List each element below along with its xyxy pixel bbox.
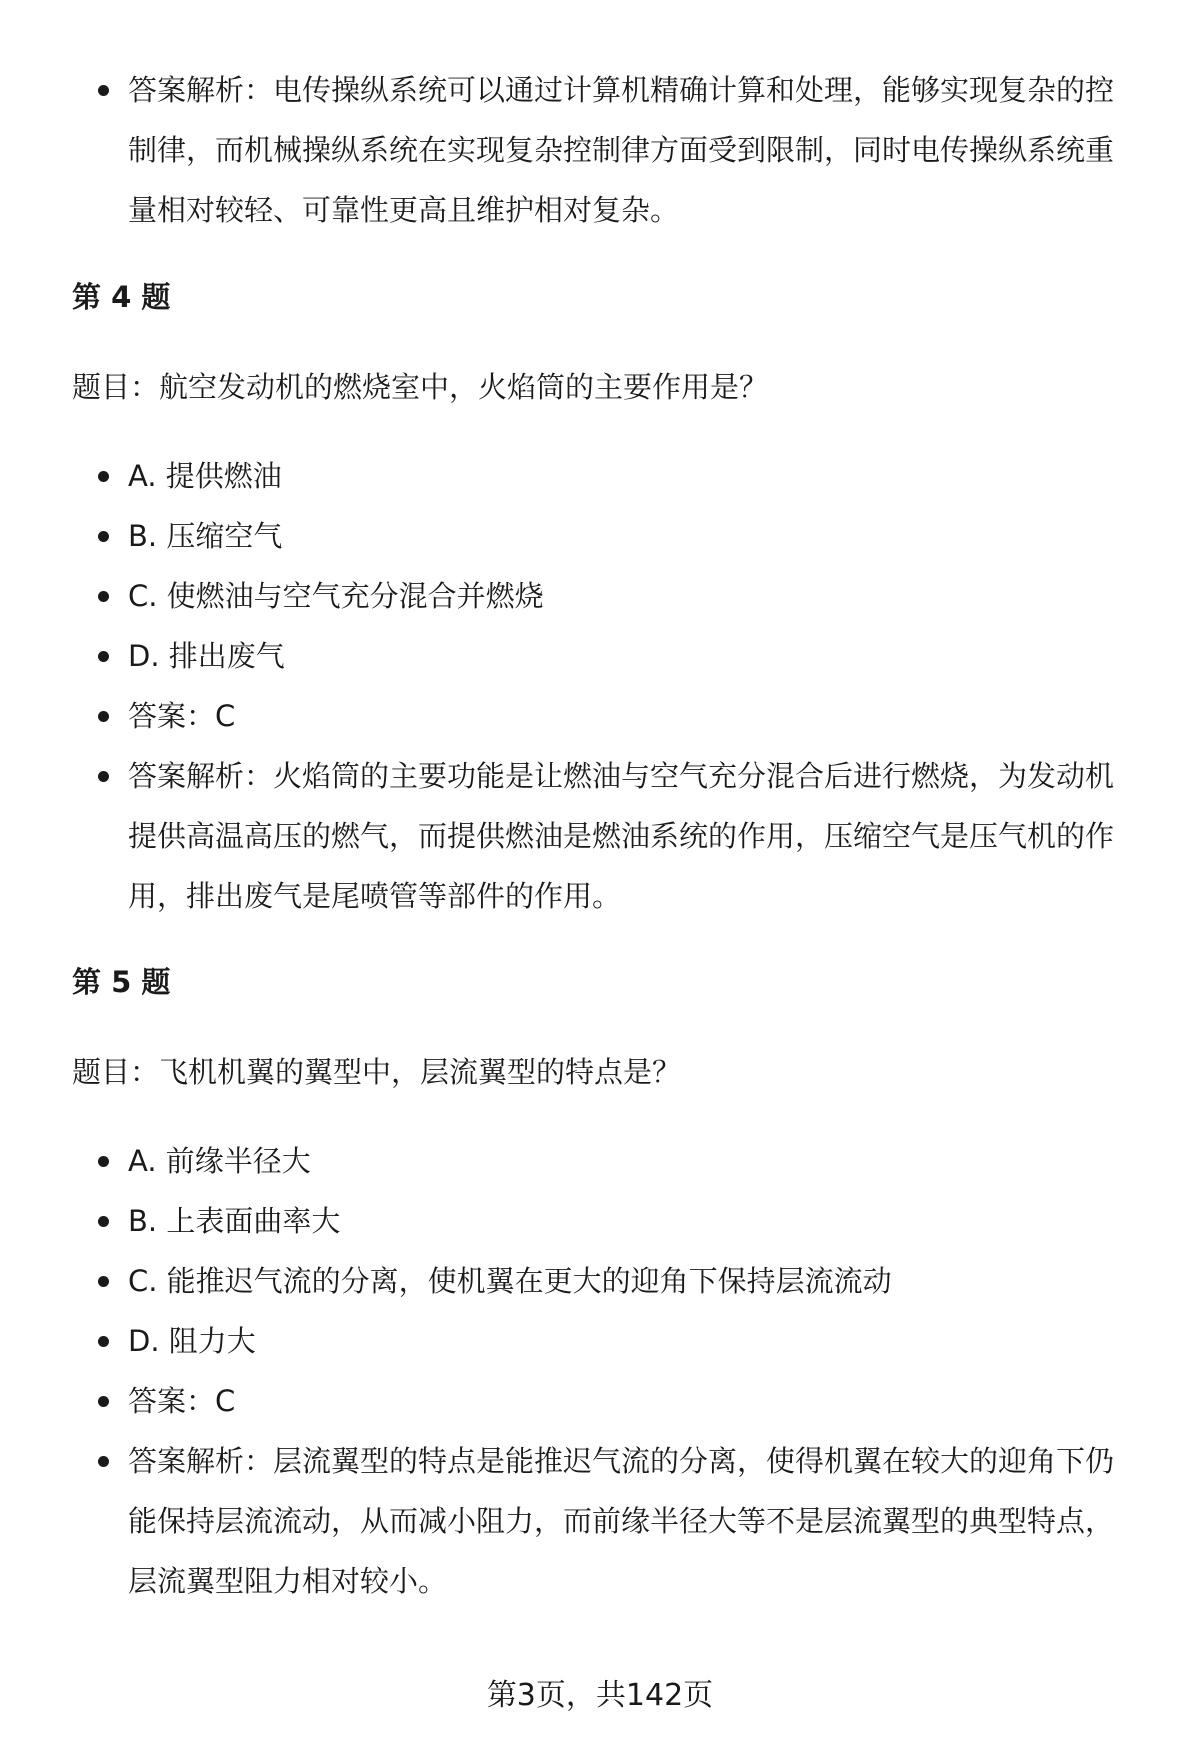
q3-continuation-list bbox=[0, 60, 1200, 240]
bullet-dot bbox=[98, 1336, 109, 1347]
q3-explanation-text: 答案解析：电传操纵系统可以通过计算机精确计算和处理，能够实现复杂的控制律，而机械操纵系统在实现复杂控制律方面受到限制，同时电传操纵系统重量相对较轻、可靠性更高且维护相对复杂。 bbox=[128, 73, 1115, 227]
bullet-dot bbox=[98, 1396, 109, 1407]
page-number-footer: 第3页，共142页 bbox=[486, 1678, 714, 1713]
option-text: A. 前缘半径大 bbox=[128, 1144, 311, 1178]
q3-explanation-item bbox=[0, 60, 1138, 240]
q5-explanation bbox=[0, 1431, 1138, 1611]
q4-explanation bbox=[0, 746, 1138, 926]
bullet-dot bbox=[98, 85, 109, 96]
q5-option-a bbox=[0, 1131, 1138, 1191]
option-text: D. 排出废气 bbox=[128, 639, 285, 673]
answer-text: 答案：C bbox=[128, 699, 236, 733]
answer-text: 答案：C bbox=[128, 1384, 236, 1418]
option-text: C. 使燃油与空气充分混合并燃烧 bbox=[128, 579, 544, 613]
q5-option-b bbox=[0, 1191, 1138, 1251]
q4-heading: 第 4 题 bbox=[72, 280, 171, 314]
option-text: A. 提供燃油 bbox=[128, 459, 282, 493]
bullet-dot bbox=[98, 1216, 109, 1227]
q4-option-a bbox=[0, 446, 1138, 506]
explanation-text: 答案解析：火焰筒的主要功能是让燃油与空气充分混合后进行燃烧，为发动机提供高温高压的燃气，而提供燃油是燃油系统的作用，压缩空气是压气机的作用，排出废气是尾喷管等部件的作用。 bbox=[128, 759, 1115, 913]
q4-question: 题目：航空发动机的燃烧室中，火焰筒的主要作用是？ bbox=[72, 370, 769, 404]
q4-option-d bbox=[0, 626, 1138, 686]
q5-answer bbox=[0, 1371, 1138, 1431]
option-text: B. 上表面曲率大 bbox=[128, 1204, 341, 1238]
bullet-dot bbox=[98, 771, 109, 782]
bullet-dot bbox=[98, 591, 109, 602]
explanation-text: 答案解析：层流翼型的特点是能推迟气流的分离，使得机翼在较大的迎角下仍能保持层流流动，从而减小阻力，而前缘半径大等不是层流翼型的典型特点，层流翼型阻力相对较小。 bbox=[128, 1444, 1115, 1598]
q4-list bbox=[0, 446, 1200, 926]
q5-heading: 第 5 题 bbox=[72, 965, 171, 999]
option-text: C. 能推迟气流的分离，使机翼在更大的迎角下保持层流流动 bbox=[128, 1264, 892, 1298]
bullet-dot bbox=[98, 471, 109, 482]
bullet-dot bbox=[98, 1156, 109, 1167]
q5-list bbox=[0, 1131, 1200, 1611]
q5-option-d bbox=[0, 1311, 1138, 1371]
bullet-dot bbox=[98, 711, 109, 722]
q5-option-c bbox=[0, 1251, 1138, 1311]
bullet-dot bbox=[98, 651, 109, 662]
bullet-dot bbox=[98, 1276, 109, 1287]
option-text: B. 压缩空气 bbox=[128, 519, 283, 553]
bullet-dot bbox=[98, 1456, 109, 1467]
q4-option-b bbox=[0, 506, 1138, 566]
bullet-dot bbox=[98, 531, 109, 542]
q5-question: 题目：飞机机翼的翼型中，层流翼型的特点是？ bbox=[72, 1055, 682, 1089]
q4-answer bbox=[0, 686, 1138, 746]
q4-option-c bbox=[0, 566, 1138, 626]
option-text: D. 阻力大 bbox=[128, 1324, 256, 1358]
